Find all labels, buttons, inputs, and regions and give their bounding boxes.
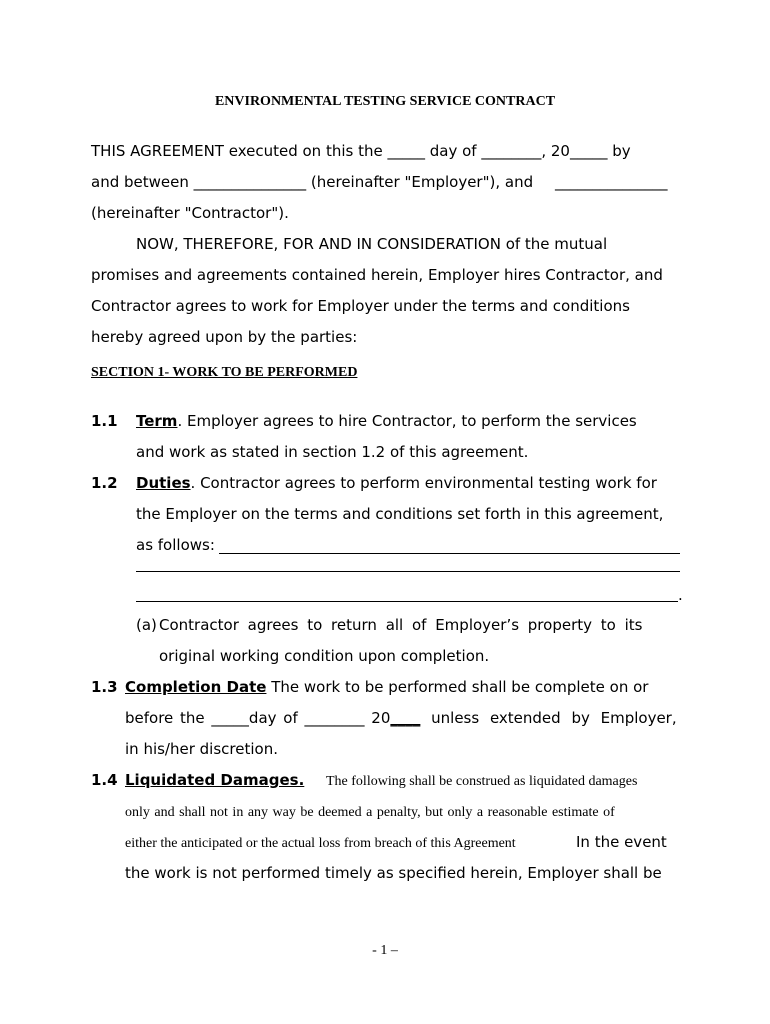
section-1-heading: SECTION 1- WORK TO BE PERFORMED — [91, 365, 358, 380]
item-1-3-year-blank: ____ — [390, 709, 421, 727]
duties-blank-line-1 — [219, 553, 680, 554]
item-1-2-number: 1.2 — [91, 474, 118, 492]
item-1-2-text: . Contractor agrees to perform environmental testing work for — [190, 474, 657, 492]
item-1-2-line-2: the Employer on the terms and conditions set forth in this agreement, — [136, 505, 664, 523]
duties-blank-line-3 — [136, 601, 678, 602]
item-1-4-line-1: The following shall be construed as liquidated damages — [326, 774, 638, 789]
item-1-3-text: The work to be performed shall be complete on or — [266, 678, 649, 696]
item-1-1-line-1 — [136, 414, 637, 429]
item-1-2-line-1 — [136, 476, 657, 491]
intro-line-3: (hereinafter "Contractor"). — [91, 204, 289, 222]
document-title: ENVIRONMENTAL TESTING SERVICE CONTRACT — [214, 94, 556, 109]
item-1-4-line-4: the work is not performed timely as specified herein, Employer shall be — [125, 864, 662, 882]
contractor-name-blank: _______________ — [555, 173, 668, 191]
duties-end-period: . — [678, 586, 683, 604]
item-1-2-as-follows: as follows: — [136, 536, 215, 554]
item-1-3-extension-text: unless extended by Employer, — [420, 709, 677, 727]
item-1-4-line-2: only and shall not in any way be deemed a penalty, but only a reasonable estimate of — [125, 805, 615, 820]
page-number: - 1 – — [372, 943, 398, 958]
item-1-1-term: Term — [136, 412, 178, 430]
item-1-2-term: Duties — [136, 474, 191, 492]
consideration-line-1: NOW, THEREFORE, FOR AND IN CONSIDERATION of the mutual — [136, 235, 608, 253]
consideration-line-4: hereby agreed upon by the parties: — [91, 328, 358, 346]
item-1-4-line-3-end: In the event — [576, 833, 667, 851]
intro-line-1: THIS AGREEMENT executed on this the _____ day of ________, 20_____ by — [91, 142, 631, 160]
duties-blank-line-2 — [136, 571, 680, 572]
item-1-3-line-3: in his/her discretion. — [125, 740, 278, 758]
item-1-2-a-line-1 — [159, 618, 667, 633]
item-1-4-line-3: either the anticipated or the actual loss from breach of this Agreement — [125, 836, 516, 851]
item-1-3-line-1 — [125, 680, 648, 695]
item-1-2-a-line-2: original working condition upon completion. — [159, 647, 490, 665]
item-1-2-a-marker: (a) — [136, 616, 157, 634]
item-1-4-number: 1.4 — [91, 771, 118, 789]
consideration-line-3: Contractor agrees to work for Employer under the terms and conditions — [91, 297, 630, 315]
item-1-4-term: Liquidated Damages. — [125, 771, 305, 789]
item-1-3-number: 1.3 — [91, 678, 118, 696]
item-1-3-term: Completion Date — [125, 678, 267, 696]
item-1-1-number: 1.1 — [91, 412, 118, 430]
item-1-3-line-2 — [125, 711, 677, 726]
item-1-3-date-text: before the _____day of ________ 20 — [125, 709, 391, 727]
item-1-2-a-text: Contractor agrees to return all of Employer’s property to its — [159, 616, 643, 634]
consideration-line-2: promises and agreements contained herein, Employer hires Contractor, and — [91, 266, 663, 284]
item-1-1-text: . Employer agrees to hire Contractor, to perform the services — [177, 412, 637, 430]
item-1-1-line-2: and work as stated in section 1.2 of this agreement. — [136, 443, 529, 461]
intro-line-2: and between _______________ (hereinafter "Employer"), and — [91, 173, 534, 191]
